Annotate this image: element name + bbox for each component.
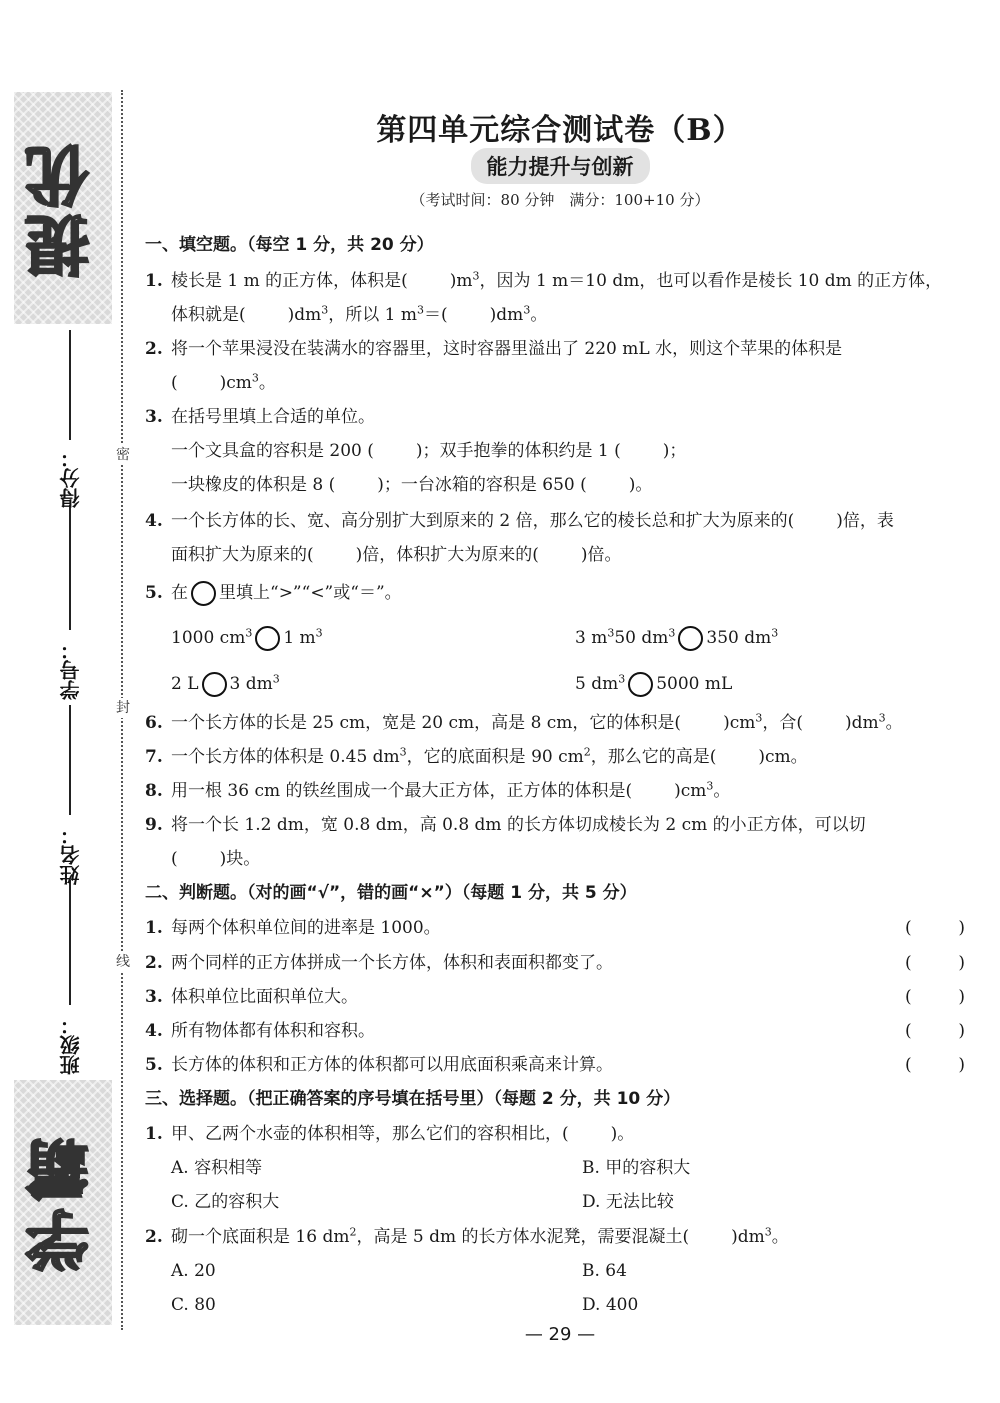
name-field-label: 姓名： [58,825,83,885]
student-id-field-label: 学号： [58,640,83,700]
page-number: — 29 — [524,1324,596,1345]
q5-compare-1: 1000 $cm^3$ 1 $m^3$ [171,625,551,651]
subtitle-wrap [150,148,970,184]
mc-q1-option-b[interactable]: B. 甲的容积大 [582,1158,691,1178]
q2-line1: 2. 将一个苹果浸没在装满水的容器里，这时容器里溢出了 220 mL 水，则这个苹果的体积是 [145,339,843,359]
mc-q1: 1. 甲、乙两个水壶的体积相等，那么它们的容积相比，( )。 [145,1124,635,1144]
q7-line: 7. 一个长方体的体积是 0.45 $dm^3$，它的底面积是 90 $cm^2$，那么它的高是( )cm。 [145,745,808,767]
mc-q2-option-b[interactable]: B. 64 [582,1261,627,1281]
tf-item: 1. 每两个体积单位间的进率是 1000。 [145,918,441,938]
q1-line2: 体积就是( )$dm^3$，所以 1 $m^3=$( )$dm^3$。 [171,303,548,325]
compare-circle[interactable] [678,626,703,651]
mc-q2-option-c[interactable]: C. 80 [171,1295,216,1315]
compare-circle-icon [191,581,216,606]
mc-q2-option-a[interactable]: A. 20 [171,1261,216,1281]
q6-line: 6. 一个长方体的长是 25 cm，宽是 20 cm，高是 8 cm，它的体积是( )$cm^3$，合( )$dm^3$。 [145,711,903,733]
name-field-line[interactable] [69,705,71,815]
q5-compare-4: 5 $dm^3$ 5000 mL [575,671,965,697]
tf-answer-paren[interactable]: ( ) [905,953,965,973]
mc-q1-option-a[interactable]: A. 容积相等 [171,1158,263,1178]
q5-compare-2: 3 $m^350$ $dm^3$ 350 $dm^3$ [575,625,965,651]
score-field-line[interactable] [69,330,71,440]
brand-text-bottom: 学霸 [26,1132,100,1273]
seal-char-feng: 封 [113,698,133,718]
q1-line1: 1. 棱长是 1 m 的正方体，体积是( )$m^3$，因为 1 m＝10 dm，也可以看作是棱长 10 dm 的正方体， [145,269,943,291]
mc-q1-option-c[interactable]: C. 乙的容积大 [171,1192,280,1212]
score-field-label: 得分： [58,447,83,508]
class-field-label: 班级： [58,1015,83,1075]
section1-heading: 一、填空题。（每空 1 分，共 20 分） [145,235,434,255]
q3-line2: 一个文具盒的容积是 200 ( )；双手抱拳的体积约是 1 ( )； [171,441,687,461]
brand-badge-top [14,92,112,324]
section2-heading: 二、判断题。（对的画“√”，错的画“×”）（每题 1 分，共 5 分） [145,883,637,903]
q9-line2: ( )块。 [171,849,261,869]
seal-char-xian: 线 [113,952,133,972]
q4-line2: 面积扩大为原来的( )倍，体积扩大为原来的( )倍。 [171,545,622,565]
q4-line1: 4. 一个长方体的长、宽、高分别扩大到原来的 2 倍，那么它的棱长总和扩大为原来的( )倍，表 [145,511,894,531]
tf-item: 3. 体积单位比面积单位大。 [145,987,358,1007]
brand-badge-bottom [14,1080,112,1325]
seal-char-mi: 密 [113,445,133,465]
tf-answer-paren[interactable]: ( ) [905,918,965,938]
student-id-field-line[interactable] [69,505,71,630]
tf-item: 2. 两个同样的正方体拼成一个长方体，体积和表面积都变了。 [145,953,613,973]
q2-line2: ( )$cm^3$。 [171,371,276,393]
q5-compare-3: 2 L 3 $dm^3$ [171,671,551,697]
q5-line1: 5. 在 里填上“>”“<”或“＝”。 [145,580,975,606]
subtitle-pill: 能力提升与创新 [471,148,650,184]
tf-answer-paren[interactable]: ( ) [905,1055,965,1075]
page-title: 第四单元综合测试卷（B） [376,113,744,148]
q3-line1: 3. 在括号里填上合适的单位。 [145,407,375,427]
tf-item: 5. 长方体的体积和正方体的体积都可以用底面积乘高来计算。 [145,1055,613,1075]
mc-q2-option-d[interactable]: D. 400 [582,1295,639,1315]
exam-info: （考试时间：80 分钟 满分：100+10 分） [410,191,710,209]
mc-q2: 2. 砌一个底面积是 16 $dm^2$，高是 5 dm 的长方体水泥凳，需要混凝土( )$dm^3$。 [145,1225,789,1247]
q9-line1: 9. 将一个长 1.2 dm，宽 0.8 dm，高 0.8 dm 的长方体切成棱长为 2 cm 的小正方体，可以切 [145,815,866,835]
q8-line: 8. 用一根 36 cm 的铁丝围成一个最大正方体，正方体的体积是( )$cm^3$。 [145,779,731,801]
tf-answer-paren[interactable]: ( ) [905,1021,965,1041]
tf-item: 4. 所有物体都有体积和容积。 [145,1021,375,1041]
compare-circle[interactable] [255,626,280,651]
class-field-line[interactable] [69,880,71,1005]
mc-q1-option-d[interactable]: D. 无法比较 [582,1192,674,1212]
q3-line3: 一块橡皮的体积是 8 ( )；一台冰箱的容积是 650 ( )。 [171,475,653,495]
compare-circle[interactable] [628,672,653,697]
section3-heading: 三、选择题。（把正确答案的序号填在括号里）（每题 2 分，共 10 分） [145,1089,681,1109]
tf-answer-paren[interactable]: ( ) [905,987,965,1007]
compare-circle[interactable] [202,672,227,697]
brand-text-top: 提优 [26,138,100,278]
